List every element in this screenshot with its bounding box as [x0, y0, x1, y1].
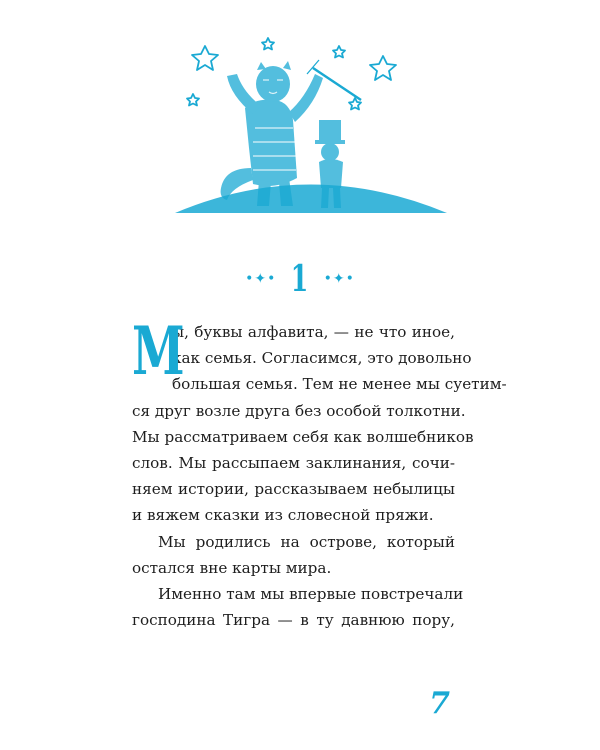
star-icon — [192, 46, 218, 70]
ornament-left: •✦• — [245, 271, 277, 287]
star-icon — [370, 56, 396, 80]
text-line: остался вне карты мира. — [132, 558, 332, 577]
text-line: няем истории, рассказываем небылицы — [132, 480, 455, 499]
text-line: как семья. Согласимся, это довольно — [172, 349, 472, 368]
star-icon — [333, 46, 345, 58]
text-line: господина Тигра — в ту давнюю пору, — [132, 611, 455, 630]
page-number: 7 — [429, 686, 450, 721]
chapter-number: 1 — [291, 258, 309, 300]
drop-cap: М — [132, 312, 185, 390]
text-line: Мы родились на острове, который — [158, 532, 455, 551]
paragraph-1 — [132, 312, 507, 529]
star-icon — [262, 38, 274, 50]
text-line: и вяжем сказки из словесной пряжи. — [132, 506, 434, 525]
text-line: слов. Мы рассыпаем заклинания, сочи- — [132, 454, 455, 473]
ground-hill — [175, 185, 447, 214]
chapter-heading — [0, 258, 600, 300]
star-icon — [187, 94, 199, 106]
text-line: Мы рассматриваем себя как волшебников — [132, 427, 474, 446]
ornament-right: •✦• — [323, 271, 355, 287]
text-line: ы, буквы алфавита, — не что иное, — [172, 323, 455, 341]
tiger-magician-illustration — [165, 28, 455, 218]
paragraph-3 — [132, 581, 464, 633]
text-line: ся друг возле друга без особой толкотни. — [132, 401, 466, 420]
text-line: Именно там мы впервые повстречали — [158, 585, 464, 604]
text-line: большая семья. Тем не менее мы суетим- — [172, 375, 507, 394]
chapter-text — [132, 312, 507, 633]
paragraph-2 — [132, 529, 455, 581]
